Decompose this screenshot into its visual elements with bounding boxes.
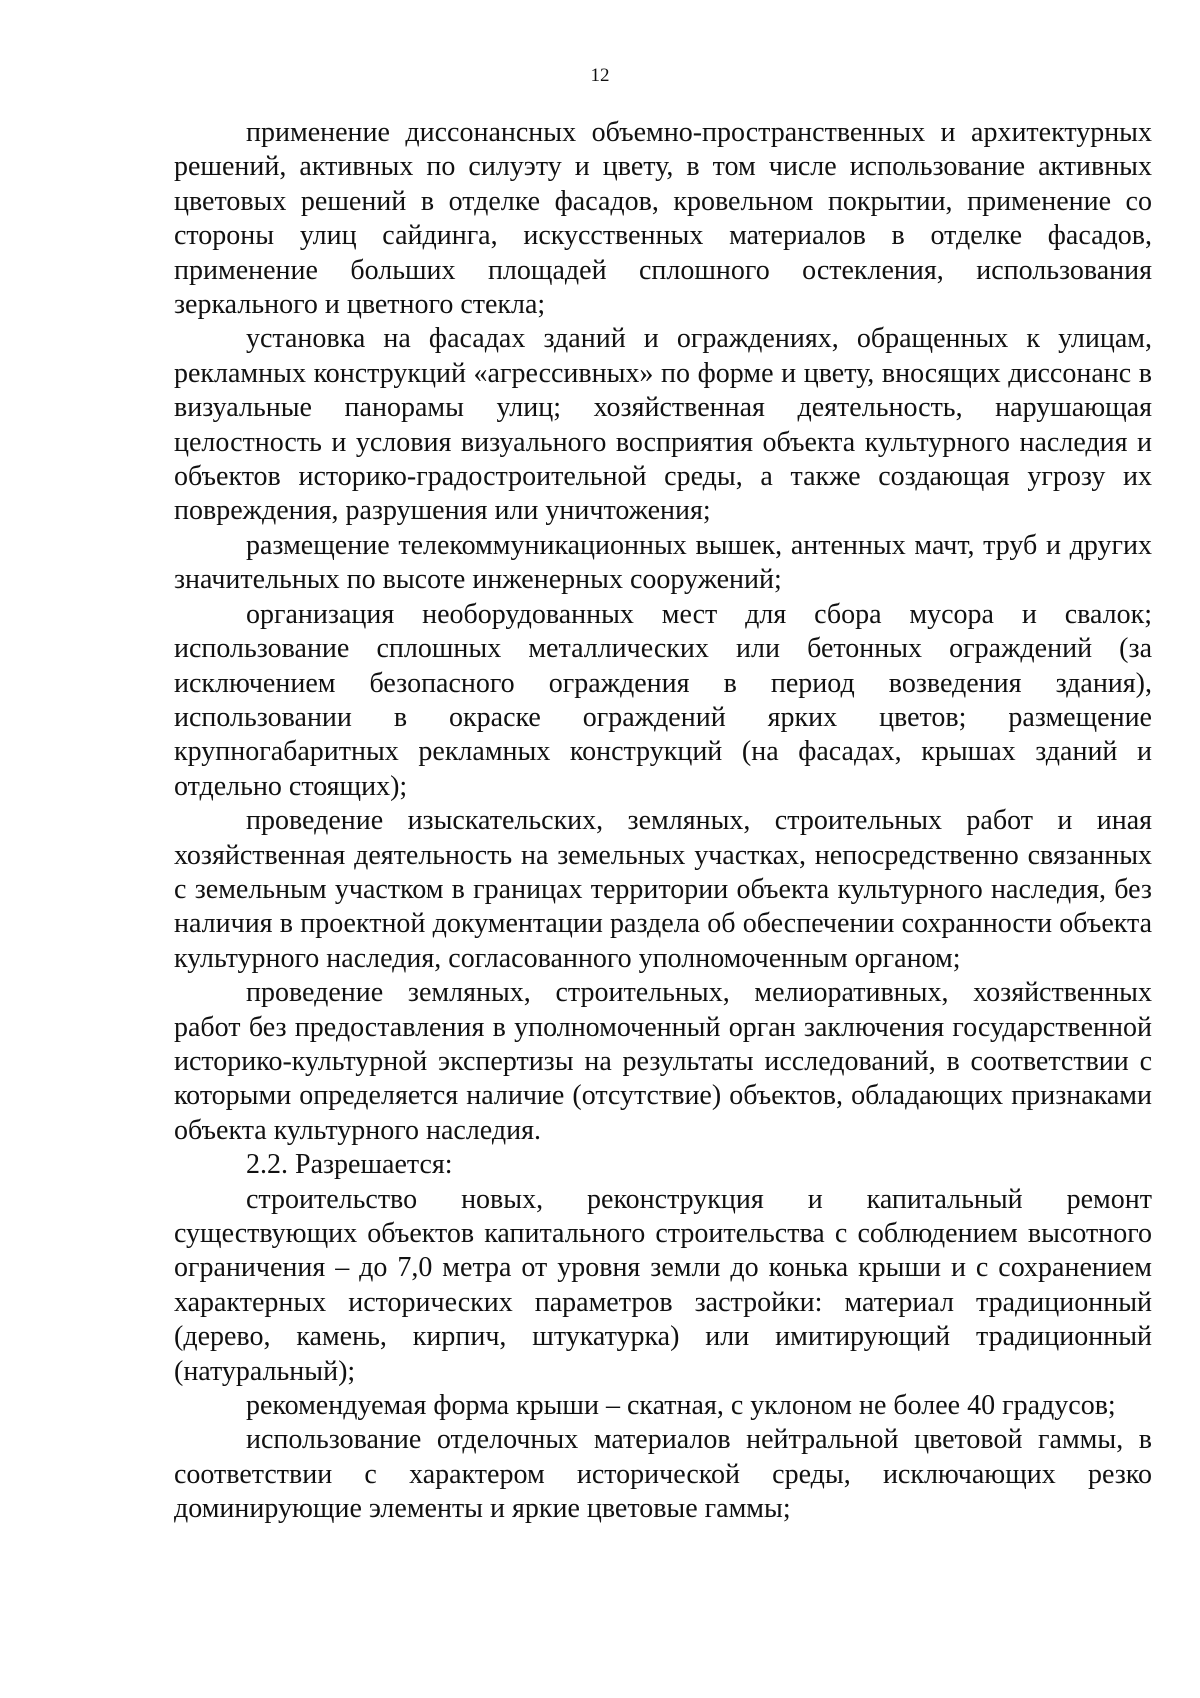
page-number: 12 (590, 65, 610, 86)
section-heading-allowed: 2.2. Разрешается: (246, 1149, 453, 1181)
document-body (174, 116, 1152, 1527)
paragraph-allowed-construction: строительство новых, реконструкция и капитальный ремонт существующих объектов капитального строительства с соблюдением высотного ограничения – до 7,0 метра от уровня земли до конька крыши и с сохранением характерных исторических параметров застройки: материал традиционный (дерево, камень, кирпич, штукатурка) или имитирующий традиционный (натуральный); (174, 1183, 1152, 1387)
paragraph-allowed-roof-form: рекомендуемая форма крыши – скатная, с уклоном не более 40 градусов; (246, 1390, 1116, 1422)
paragraph-prohibited-survey-works: проведение изыскательских, земляных, строительных работ и иная хозяйственная деятельность на земельных участках, непосредственно связанных с земельным участком в границах территории объекта культурного наследия, без наличия в проектной документации раздела об обеспечении сохранности объекта культурного наследия, согласованного уполномоченным органом; (174, 805, 1152, 974)
paragraph-prohibited-advertising: установка на фасадах зданий и ограждениях, обращенных к улицам, рекламных конструкций «агрессивных» по форме и цвету, вносящих диссонанс в визуальные панорамы улиц; хозяйственная деятельность, нарушающая целостность и условия визуального восприятия объекта культурного наследия и объектов историко-градостроительной среды, а также создающая угрозу их повреждения, разрушения или уничтожения; (174, 323, 1152, 527)
paragraph-prohibited-dissonant-solutions: применение диссонансных объемно-пространственных и архитектурных решений, активных по силуэту и цвету, в том числе использование активных цветовых решений в отделке фасадов, кровельном покрытии, применение со стороны улиц сайдинга, искусственных материалов в отделке фасадов, применение больших площадей сплошного остекления, использования зеркального и цветного стекла; (174, 117, 1152, 321)
paragraph-prohibited-towers: размещение телекоммуникационных вышек, антенных мачт, труб и других значительных по высоте инженерных сооружений; (174, 529, 1152, 596)
paragraph-allowed-finishing-materials: использование отделочных материалов нейтральной цветовой гаммы, в соответствии с характером исторической среды, исключающих резко доминирующие элементы и яркие цветовые гаммы; (174, 1424, 1152, 1525)
paragraph-prohibited-earthworks: проведение земляных, строительных, мелиоративных, хозяйственных работ без предоставления в уполномоченный орган заключения государственной историко-культурной экспертизы на результаты исследований, в соответствии с которыми определяется наличие (отсутствие) объектов, обладающих признаками объекта культурного наследия. (174, 977, 1152, 1146)
paragraph-prohibited-waste-fences: организация необорудованных мест для сбора мусора и свалок; использование сплошных металлических или бетонных ограждений (за исключением безопасного ограждения в период возведения здания), использовании в окраске ограждений ярких цветов; размещение крупногабаритных рекламных конструкций (на фасадах, крышах зданий и отдельно стоящих); (174, 598, 1152, 802)
